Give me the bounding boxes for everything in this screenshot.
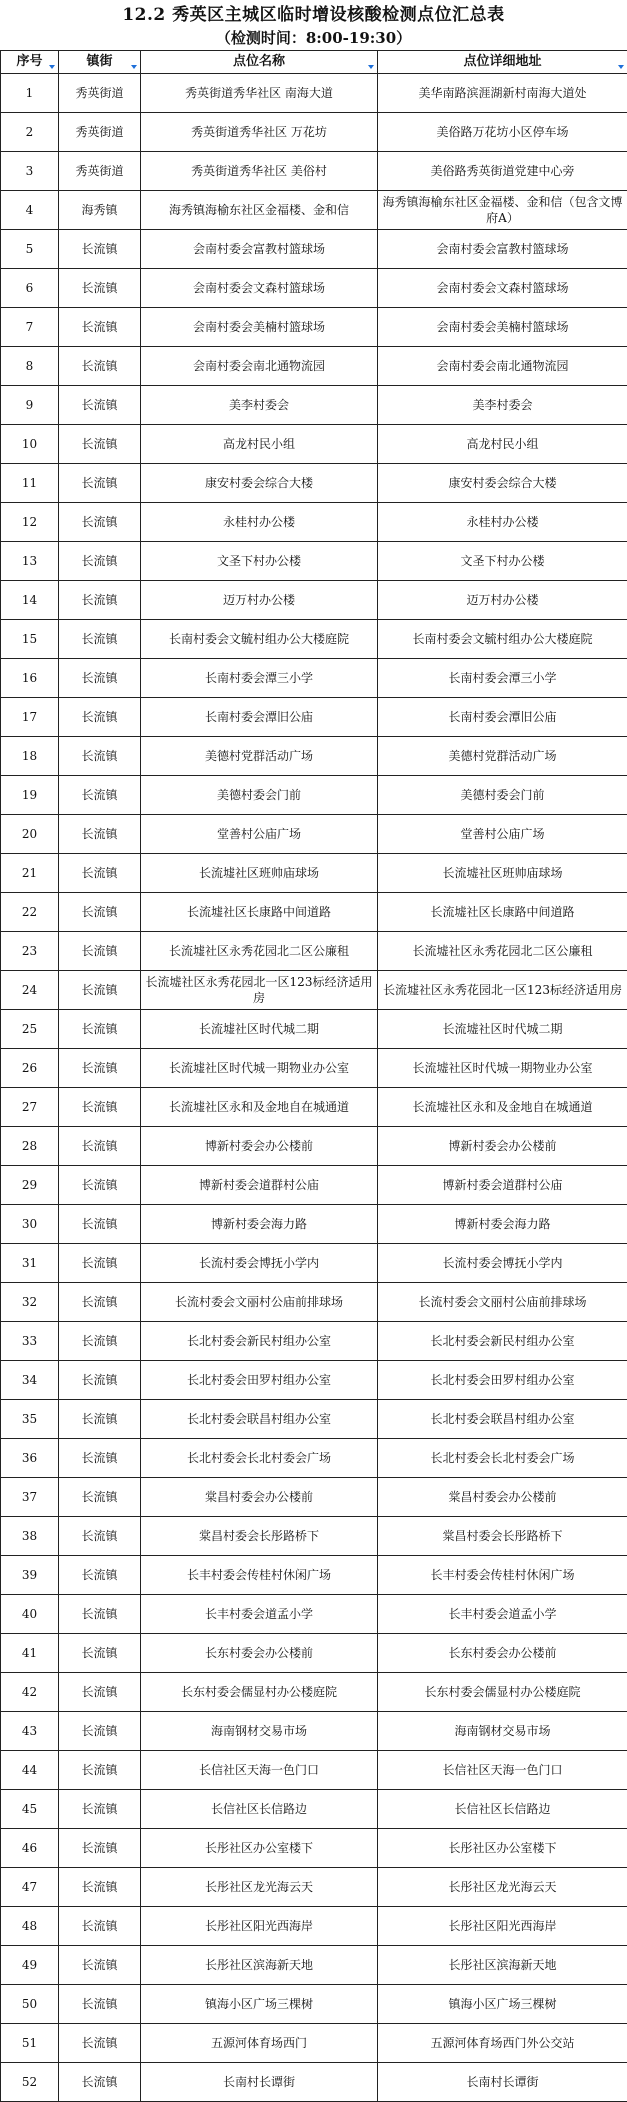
cell-site-address: 长南村委会文毓村组办公大楼庭院 — [378, 620, 627, 659]
table-row — [1, 1556, 627, 1595]
table-row — [1, 1361, 627, 1400]
cell-site-address: 长南村委会潭三小学 — [378, 659, 627, 698]
table-row — [1, 230, 627, 269]
cell-site-name: 长彤社区办公室楼下 — [141, 1829, 378, 1868]
cell-seq: 24 — [1, 971, 59, 1010]
cell-town: 长流镇 — [59, 1595, 141, 1634]
cell-site-name: 文圣下村办公楼 — [141, 542, 378, 581]
cell-seq: 25 — [1, 1010, 59, 1049]
cell-site-name: 长南村委会潭旧公庙 — [141, 698, 378, 737]
cell-town: 海秀镇 — [59, 191, 141, 230]
cell-seq: 51 — [1, 2024, 59, 2063]
cell-town: 长流镇 — [59, 893, 141, 932]
cell-seq: 15 — [1, 620, 59, 659]
table-row — [1, 542, 627, 581]
cell-seq: 20 — [1, 815, 59, 854]
table-row — [1, 1712, 627, 1751]
cell-site-name: 迈万村办公楼 — [141, 581, 378, 620]
cell-seq: 11 — [1, 464, 59, 503]
cell-seq: 32 — [1, 1283, 59, 1322]
cell-town: 长流镇 — [59, 1205, 141, 1244]
table-row — [1, 776, 627, 815]
table-row — [1, 1751, 627, 1790]
cell-town: 长流镇 — [59, 1556, 141, 1595]
title-block — [0, 0, 627, 50]
cell-site-address: 长信社区天海一色门口 — [378, 1751, 627, 1790]
cell-town: 长流镇 — [59, 581, 141, 620]
table-row — [1, 308, 627, 347]
cell-town: 长流镇 — [59, 1985, 141, 2024]
cell-seq: 40 — [1, 1595, 59, 1634]
cell-seq: 26 — [1, 1049, 59, 1088]
cell-town: 长流镇 — [59, 932, 141, 971]
filter-dropdown-icon[interactable] — [130, 63, 138, 71]
cell-site-name: 秀英街道秀华社区 万花坊 — [141, 113, 378, 152]
table-row — [1, 1478, 627, 1517]
cell-seq: 45 — [1, 1790, 59, 1829]
cell-site-name: 长彤社区滨海新天地 — [141, 1946, 378, 1985]
table-row — [1, 74, 627, 113]
cell-site-address: 长流墟社区永秀花园北一区123标经济适用房 — [378, 971, 627, 1010]
cell-seq: 13 — [1, 542, 59, 581]
cell-site-name: 长流墟社区班帅庙球场 — [141, 854, 378, 893]
cell-seq: 22 — [1, 893, 59, 932]
cell-site-address: 长流墟社区时代城二期 — [378, 1010, 627, 1049]
table-row — [1, 1946, 627, 1985]
cell-seq: 36 — [1, 1439, 59, 1478]
table-row — [1, 1790, 627, 1829]
table-row — [1, 503, 627, 542]
table-row — [1, 2024, 627, 2063]
cell-seq: 49 — [1, 1946, 59, 1985]
table-row — [1, 347, 627, 386]
cell-site-address: 长彤社区阳光西海岸 — [378, 1907, 627, 1946]
table-row — [1, 113, 627, 152]
cell-site-name: 长北村委会新民村组办公室 — [141, 1322, 378, 1361]
cell-town: 长流镇 — [59, 1673, 141, 1712]
page-subtitle: （检测时间：8:00-19:30） — [0, 28, 627, 48]
cell-seq: 1 — [1, 74, 59, 113]
cell-site-name: 长流墟社区长康路中间道路 — [141, 893, 378, 932]
cell-site-address: 美德村党群活动广场 — [378, 737, 627, 776]
table-row — [1, 1166, 627, 1205]
cell-seq: 16 — [1, 659, 59, 698]
cell-site-name: 长流村委会文丽村公庙前排球场 — [141, 1283, 378, 1322]
table-row — [1, 1205, 627, 1244]
cell-town: 长流镇 — [59, 620, 141, 659]
filter-dropdown-icon[interactable] — [48, 63, 56, 71]
cell-town: 长流镇 — [59, 815, 141, 854]
table-row — [1, 152, 627, 191]
cell-site-address: 镇海小区广场三棵树 — [378, 1985, 627, 2024]
cell-site-name: 棠昌村委会长彤路桥下 — [141, 1517, 378, 1556]
cell-town: 长流镇 — [59, 425, 141, 464]
cell-site-name: 高龙村民小组 — [141, 425, 378, 464]
cell-town: 长流镇 — [59, 1868, 141, 1907]
cell-site-address: 五源河体育场西门外公交站 — [378, 2024, 627, 2063]
cell-site-name: 镇海小区广场三棵树 — [141, 1985, 378, 2024]
cell-town: 长流镇 — [59, 1010, 141, 1049]
cell-town: 长流镇 — [59, 230, 141, 269]
table-row — [1, 386, 627, 425]
cell-site-name: 秀英街道秀华社区 美俗村 — [141, 152, 378, 191]
table-row — [1, 1049, 627, 1088]
filter-dropdown-icon[interactable] — [617, 63, 625, 71]
cell-seq: 41 — [1, 1634, 59, 1673]
cell-site-address: 会南村委会富教村篮球场 — [378, 230, 627, 269]
cell-seq: 43 — [1, 1712, 59, 1751]
cell-site-address: 棠昌村委会长彤路桥下 — [378, 1517, 627, 1556]
table-row — [1, 1127, 627, 1166]
cell-site-name: 五源河体育场西门 — [141, 2024, 378, 2063]
cell-site-address: 会南村委会文森村篮球场 — [378, 269, 627, 308]
cell-site-address: 美华南路滨涯湖新村南海大道处 — [378, 74, 627, 113]
cell-town: 长流镇 — [59, 1829, 141, 1868]
cell-site-name: 长东村委会办公楼前 — [141, 1634, 378, 1673]
cell-town: 秀英街道 — [59, 113, 141, 152]
table-row — [1, 425, 627, 464]
cell-seq: 18 — [1, 737, 59, 776]
header-address[interactable] — [378, 51, 627, 74]
table-row — [1, 1595, 627, 1634]
cell-town: 长流镇 — [59, 1361, 141, 1400]
table-row — [1, 1829, 627, 1868]
header-address-label: 点位详细地址 — [463, 54, 541, 70]
cell-town: 长流镇 — [59, 1322, 141, 1361]
cell-site-address: 长流村委会文丽村公庙前排球场 — [378, 1283, 627, 1322]
table-row — [1, 620, 627, 659]
table-body — [1, 74, 627, 2102]
cell-town: 长流镇 — [59, 1478, 141, 1517]
cell-seq: 4 — [1, 191, 59, 230]
cell-site-name: 海秀镇海榆东社区金福楼、金和信 — [141, 191, 378, 230]
header-town[interactable] — [59, 51, 141, 74]
cell-site-address: 会南村委会美楠村篮球场 — [378, 308, 627, 347]
cell-site-name: 博新村委会海力路 — [141, 1205, 378, 1244]
cell-site-address: 会南村委会南北通物流园 — [378, 347, 627, 386]
cell-town: 长流镇 — [59, 1790, 141, 1829]
cell-town: 长流镇 — [59, 347, 141, 386]
cell-site-name: 美李村委会 — [141, 386, 378, 425]
cell-seq: 27 — [1, 1088, 59, 1127]
cell-site-name: 博新村委会道群村公庙 — [141, 1166, 378, 1205]
cell-site-name: 长北村委会长北村委会广场 — [141, 1439, 378, 1478]
table-row — [1, 893, 627, 932]
table-row — [1, 659, 627, 698]
cell-seq: 2 — [1, 113, 59, 152]
cell-site-address: 长北村委会新民村组办公室 — [378, 1322, 627, 1361]
cell-site-address: 长北村委会田罗村组办公室 — [378, 1361, 627, 1400]
cell-site-name: 长信社区天海一色门口 — [141, 1751, 378, 1790]
cell-site-address: 长流墟社区班帅庙球场 — [378, 854, 627, 893]
table-row — [1, 464, 627, 503]
cell-site-name: 长信社区长信路边 — [141, 1790, 378, 1829]
cell-site-name: 长南村长谭街 — [141, 2063, 378, 2102]
cell-site-address: 棠昌村委会办公楼前 — [378, 1478, 627, 1517]
table-row — [1, 737, 627, 776]
cell-site-address: 高龙村民小组 — [378, 425, 627, 464]
table-row — [1, 581, 627, 620]
cell-site-name: 堂善村公庙广场 — [141, 815, 378, 854]
table-row — [1, 191, 627, 230]
cell-site-name: 海南钢材交易市场 — [141, 1712, 378, 1751]
cell-seq: 47 — [1, 1868, 59, 1907]
cell-site-name: 博新村委会办公楼前 — [141, 1127, 378, 1166]
cell-town: 长流镇 — [59, 1244, 141, 1283]
cell-seq: 30 — [1, 1205, 59, 1244]
table-row — [1, 1985, 627, 2024]
cell-site-address: 博新村委会道群村公庙 — [378, 1166, 627, 1205]
cell-town: 长流镇 — [59, 269, 141, 308]
cell-seq: 7 — [1, 308, 59, 347]
table-row — [1, 854, 627, 893]
cell-seq: 35 — [1, 1400, 59, 1439]
table-row — [1, 1868, 627, 1907]
table-row — [1, 2063, 627, 2102]
cell-site-name: 长南村委会文毓村组办公大楼庭院 — [141, 620, 378, 659]
cell-site-name: 长北村委会田罗村组办公室 — [141, 1361, 378, 1400]
cell-town: 秀英街道 — [59, 152, 141, 191]
cell-town: 长流镇 — [59, 386, 141, 425]
table-row — [1, 1517, 627, 1556]
cell-site-address: 长东村委会儒显村办公楼庭院 — [378, 1673, 627, 1712]
table-row — [1, 698, 627, 737]
cell-town: 长流镇 — [59, 854, 141, 893]
table-row — [1, 1322, 627, 1361]
cell-town: 长流镇 — [59, 1088, 141, 1127]
table-row — [1, 932, 627, 971]
cell-town: 长流镇 — [59, 776, 141, 815]
cell-site-address: 堂善村公庙广场 — [378, 815, 627, 854]
cell-site-address: 长北村委会联昌村组办公室 — [378, 1400, 627, 1439]
table-row — [1, 269, 627, 308]
cell-site-name: 长流墟社区时代城二期 — [141, 1010, 378, 1049]
cell-site-name: 长流墟社区永秀花园北一区123标经济适用房 — [141, 971, 378, 1010]
table-row — [1, 1010, 627, 1049]
cell-seq: 19 — [1, 776, 59, 815]
cell-site-name: 会南村委会文森村篮球场 — [141, 269, 378, 308]
cell-town: 长流镇 — [59, 2024, 141, 2063]
cell-town: 长流镇 — [59, 1517, 141, 1556]
cell-site-name: 长丰村委会传桂村休闲广场 — [141, 1556, 378, 1595]
table-row — [1, 1907, 627, 1946]
cell-site-address: 海秀镇海榆东社区金福楼、金和信（包含文博府A） — [378, 191, 627, 230]
cell-town: 长流镇 — [59, 1946, 141, 1985]
cell-town: 长流镇 — [59, 2063, 141, 2102]
cell-town: 长流镇 — [59, 308, 141, 347]
cell-town: 长流镇 — [59, 542, 141, 581]
cell-site-name: 秀英街道秀华社区 南海大道 — [141, 74, 378, 113]
table-row — [1, 1283, 627, 1322]
cell-site-name: 美德村党群活动广场 — [141, 737, 378, 776]
cell-site-address: 长南村长谭街 — [378, 2063, 627, 2102]
cell-seq: 6 — [1, 269, 59, 308]
cell-town: 长流镇 — [59, 1439, 141, 1478]
cell-site-address: 海南钢材交易市场 — [378, 1712, 627, 1751]
cell-town: 长流镇 — [59, 659, 141, 698]
cell-site-address: 博新村委会办公楼前 — [378, 1127, 627, 1166]
cell-town: 长流镇 — [59, 1283, 141, 1322]
cell-site-address: 美俗路秀英街道党建中心旁 — [378, 152, 627, 191]
cell-site-name: 长丰村委会道孟小学 — [141, 1595, 378, 1634]
table-header-row — [1, 51, 627, 74]
cell-seq: 52 — [1, 2063, 59, 2102]
table-row — [1, 1634, 627, 1673]
cell-town: 长流镇 — [59, 1127, 141, 1166]
cell-seq: 42 — [1, 1673, 59, 1712]
cell-town: 长流镇 — [59, 698, 141, 737]
cell-seq: 48 — [1, 1907, 59, 1946]
filter-dropdown-icon[interactable] — [367, 63, 375, 71]
cell-seq: 9 — [1, 386, 59, 425]
cell-seq: 38 — [1, 1517, 59, 1556]
cell-seq: 34 — [1, 1361, 59, 1400]
page-title: 12.2 秀英区主城区临时增设核酸检测点位汇总表 — [0, 0, 627, 28]
header-seq-label: 序号 — [16, 54, 42, 70]
table-row — [1, 1673, 627, 1712]
cell-site-name: 美德村委会门前 — [141, 776, 378, 815]
cell-site-address: 美德村委会门前 — [378, 776, 627, 815]
cell-site-address: 长彤社区龙光海云天 — [378, 1868, 627, 1907]
cell-site-address: 长流村委会博抚小学内 — [378, 1244, 627, 1283]
cell-town: 长流镇 — [59, 1751, 141, 1790]
cell-seq: 33 — [1, 1322, 59, 1361]
table-row — [1, 1088, 627, 1127]
cell-town: 长流镇 — [59, 1634, 141, 1673]
cell-site-address: 长流墟社区时代城一期物业办公室 — [378, 1049, 627, 1088]
cell-seq: 5 — [1, 230, 59, 269]
cell-seq: 8 — [1, 347, 59, 386]
cell-seq: 50 — [1, 1985, 59, 2024]
cell-site-address: 长北村委会长北村委会广场 — [378, 1439, 627, 1478]
cell-seq: 31 — [1, 1244, 59, 1283]
cell-site-address: 美俗路万花坊小区停车场 — [378, 113, 627, 152]
cell-seq: 21 — [1, 854, 59, 893]
cell-town: 长流镇 — [59, 1907, 141, 1946]
cell-seq: 10 — [1, 425, 59, 464]
table-row — [1, 1439, 627, 1478]
cell-seq: 28 — [1, 1127, 59, 1166]
cell-town: 长流镇 — [59, 1166, 141, 1205]
cell-site-name: 长彤社区龙光海云天 — [141, 1868, 378, 1907]
cell-seq: 39 — [1, 1556, 59, 1595]
cell-site-name: 长南村委会潭三小学 — [141, 659, 378, 698]
cell-site-name: 长流村委会博抚小学内 — [141, 1244, 378, 1283]
table-row — [1, 971, 627, 1010]
cell-site-name: 会南村委会美楠村篮球场 — [141, 308, 378, 347]
cell-site-address: 长彤社区办公室楼下 — [378, 1829, 627, 1868]
cell-site-address: 长流墟社区永和及金地自在城通道 — [378, 1088, 627, 1127]
cell-seq: 44 — [1, 1751, 59, 1790]
cell-site-address: 长丰村委会道孟小学 — [378, 1595, 627, 1634]
cell-town: 长流镇 — [59, 464, 141, 503]
cell-site-name: 长北村委会联昌村组办公室 — [141, 1400, 378, 1439]
cell-site-name: 棠昌村委会办公楼前 — [141, 1478, 378, 1517]
cell-site-address: 长流墟社区永秀花园北二区公廉租 — [378, 932, 627, 971]
cell-site-address: 迈万村办公楼 — [378, 581, 627, 620]
table-row — [1, 1400, 627, 1439]
cell-town: 长流镇 — [59, 503, 141, 542]
header-seq[interactable] — [1, 51, 59, 74]
cell-site-address: 长南村委会潭旧公庙 — [378, 698, 627, 737]
cell-town: 长流镇 — [59, 1049, 141, 1088]
cell-site-name: 长彤社区阳光西海岸 — [141, 1907, 378, 1946]
cell-site-address: 长信社区长信路边 — [378, 1790, 627, 1829]
table-row — [1, 815, 627, 854]
cell-site-name: 长流墟社区时代城一期物业办公室 — [141, 1049, 378, 1088]
cell-site-name: 长流墟社区永秀花园北二区公廉租 — [141, 932, 378, 971]
cell-site-name: 长流墟社区永和及金地自在城通道 — [141, 1088, 378, 1127]
cell-site-name: 永桂村办公楼 — [141, 503, 378, 542]
cell-site-address: 长彤社区滨海新天地 — [378, 1946, 627, 1985]
cell-town: 秀英街道 — [59, 74, 141, 113]
table-row — [1, 1244, 627, 1283]
header-name[interactable] — [141, 51, 378, 74]
cell-site-name: 康安村委会综合大楼 — [141, 464, 378, 503]
cell-seq: 23 — [1, 932, 59, 971]
cell-seq: 12 — [1, 503, 59, 542]
cell-seq: 46 — [1, 1829, 59, 1868]
cell-site-address: 长丰村委会传桂村休闲广场 — [378, 1556, 627, 1595]
cell-seq: 3 — [1, 152, 59, 191]
cell-site-address: 文圣下村办公楼 — [378, 542, 627, 581]
cell-site-name: 长东村委会儒显村办公楼庭院 — [141, 1673, 378, 1712]
cell-site-address: 美李村委会 — [378, 386, 627, 425]
cell-town: 长流镇 — [59, 1712, 141, 1751]
cell-site-name: 会南村委会南北通物流园 — [141, 347, 378, 386]
cell-town: 长流镇 — [59, 971, 141, 1010]
cell-site-address: 长东村委会办公楼前 — [378, 1634, 627, 1673]
cell-site-address: 康安村委会综合大楼 — [378, 464, 627, 503]
cell-town: 长流镇 — [59, 1400, 141, 1439]
cell-site-address: 永桂村办公楼 — [378, 503, 627, 542]
cell-seq: 17 — [1, 698, 59, 737]
cell-site-address: 博新村委会海力路 — [378, 1205, 627, 1244]
cell-seq: 14 — [1, 581, 59, 620]
cell-town: 长流镇 — [59, 737, 141, 776]
header-name-label: 点位名称 — [233, 54, 285, 70]
cell-site-address: 长流墟社区长康路中间道路 — [378, 893, 627, 932]
testing-sites-table — [0, 50, 627, 2102]
header-town-label: 镇街 — [86, 54, 112, 70]
cell-seq: 29 — [1, 1166, 59, 1205]
cell-site-name: 会南村委会富教村篮球场 — [141, 230, 378, 269]
cell-seq: 37 — [1, 1478, 59, 1517]
